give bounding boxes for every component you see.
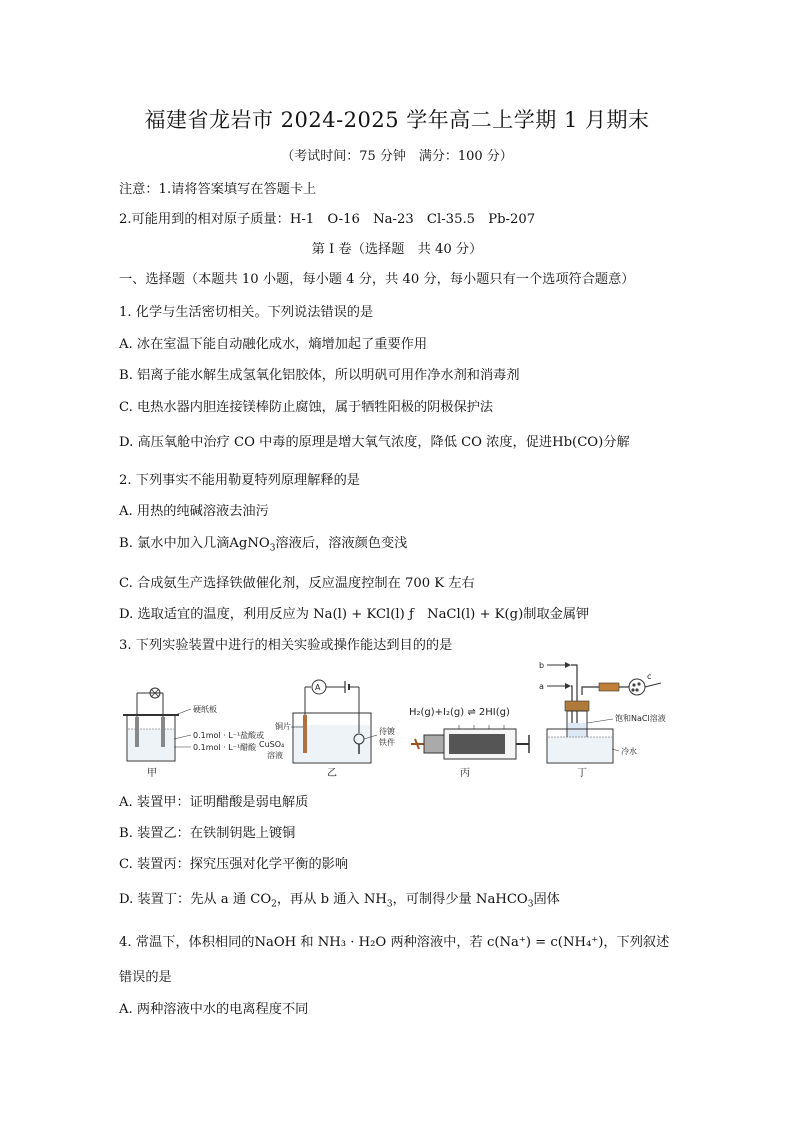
q1-option-a: A. 冰在室温下能自动融化成水，熵增加起了重要作用 bbox=[119, 337, 428, 352]
q1-option-c: C. 电热水器内胆连接镁棒防止腐蚀，属于牺牲阳极的阴极保护法 bbox=[119, 400, 494, 415]
note-1: 注意：1.请将答案填写在答题卡上 bbox=[119, 182, 317, 197]
label-ding: 丁 bbox=[577, 768, 587, 779]
apparatus-yi bbox=[259, 680, 395, 779]
drying-tube-icon bbox=[629, 679, 645, 695]
label-cuso4: CuSO₄ bbox=[259, 740, 285, 749]
q4-stem-line-2: 错误的是 bbox=[119, 970, 172, 985]
apparatus-figure bbox=[119, 655, 679, 780]
apparatus-jia bbox=[123, 688, 264, 779]
exam-info: （考试时间：75 分钟 满分：100 分） bbox=[281, 149, 513, 164]
apparatus-bing bbox=[409, 707, 529, 779]
label-solution-2: 0.1mol · L⁻¹醋酸 bbox=[193, 743, 257, 752]
label-copper: 铜片 bbox=[275, 722, 291, 731]
label-key-1: 待镀 bbox=[379, 727, 395, 736]
label-equation: H₂(g)+I₂(g) ⇌ 2HI(g) bbox=[409, 707, 510, 718]
part-title: 一、选择题（本题共 10 小题，每小题 4 分，共 40 分，每小题只有一个选项符合题意） bbox=[119, 272, 635, 287]
label-cold-water: 冷水 bbox=[621, 747, 637, 756]
q1-option-d: D. 高压氧舱中治疗 CO 中毒的原理是增大氧气浓度，降低 CO 浓度，促进Hb(CO)分解 bbox=[119, 435, 630, 450]
q3-option-a: A. 装置甲：证明醋酸是弱电解质 bbox=[119, 795, 309, 810]
label-key-2: 铁件 bbox=[379, 738, 395, 747]
page-title: 福建省龙岩市 2024-2025 学年高二上学期 1 月期末 bbox=[144, 108, 650, 132]
label-bing: 丙 bbox=[460, 768, 470, 779]
q3-stem: 3. 下列实验装置中进行的相关实验或操作能达到目的的是 bbox=[119, 638, 453, 653]
label-inlet-b: b bbox=[539, 661, 545, 670]
q2-option-d: D. 选取适宜的温度，利用反应为 Na(l) + KCl(l) ƒ NaCl(l) + K(g)制取金属钾 bbox=[119, 607, 590, 622]
label-solution-1: 0.1mol · L⁻¹盐酸或 bbox=[193, 731, 265, 740]
label-inlet-a: a bbox=[539, 682, 544, 691]
q3-option-c: C. 装置丙：探究压强对化学平衡的影响 bbox=[119, 857, 349, 872]
q2-option-a: A. 用热的纯碱溶液去油污 bbox=[119, 504, 269, 519]
q3-option-d: D. 装置丁：先从 a 通 $CO_2$，再从 b 通入 $NH_3$，可制得少量 NaHCO$_3$固体 bbox=[119, 892, 560, 910]
q1-option-b: B. 铝离子能水解生成氢氧化铝胶体，所以明矾可用作净水剂和消毒剂 bbox=[119, 368, 520, 383]
apparatus-ding bbox=[539, 661, 666, 779]
q4-option-a: A. 两种溶液中水的电离程度不同 bbox=[119, 1002, 309, 1017]
q3-option-b: B. 装置乙：在铁制钥匙上镀铜 bbox=[119, 826, 296, 841]
q2-option-c: C. 合成氨生产选择铁做催化剂，反应温度控制在 700 K 左右 bbox=[119, 576, 475, 591]
label-nacl: 饱和NaCl溶液 bbox=[615, 714, 666, 723]
label-board: 硬纸板 bbox=[193, 705, 217, 714]
q2-stem: 2. 下列事实不能用勒夏特列原理解释的是 bbox=[119, 473, 360, 488]
volume-heading: 第 I 卷（选择题 共 40 分） bbox=[311, 242, 483, 257]
note-2: 2.可能用到的相对原子质量：H-1 O-16 Na-23 Cl-35.5 Pb-207 bbox=[119, 212, 536, 227]
q4-stem-line-1: 4. 常温下，体积相同的NaOH 和 NH₃ · H₂O 两种溶液中，若 c(Na⁺) = c(NH₄⁺)，下列叙述 bbox=[119, 935, 670, 950]
ammeter-label: A bbox=[315, 683, 321, 692]
label-yi: 乙 bbox=[327, 768, 337, 779]
q1-stem: 1. 化学与生活密切相关。下列说法错误的是 bbox=[119, 305, 374, 320]
q2-option-b: B. 氯水中加入几滴AgNO$_3$溶液后，溶液颜色变浅 bbox=[119, 536, 408, 554]
label-jia: 甲 bbox=[147, 768, 157, 779]
label-solution: 溶液 bbox=[267, 751, 283, 760]
label-c: c bbox=[647, 672, 652, 681]
